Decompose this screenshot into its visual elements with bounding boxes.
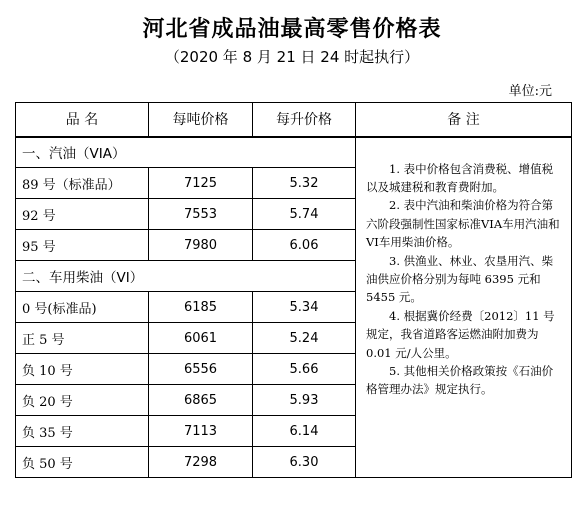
price-per-liter: 5.32 [253, 168, 356, 199]
price-per-ton: 7553 [149, 199, 253, 230]
fuel-name: 89 号（标准品） [16, 168, 149, 199]
header-per-liter: 每升价格 [253, 103, 356, 137]
note-item: 5. 其他相关价格政策按《石油价格管理办法》规定执行。 [366, 363, 554, 397]
fuel-name: 负 50 号 [16, 447, 149, 478]
note-item: 3. 供渔业、林业、农垦用汽、柴油供应价格分别为每吨 6395 元和 5455 元。 [366, 253, 554, 305]
price-per-liter: 5.93 [253, 385, 356, 416]
fuel-name: 95 号 [16, 230, 149, 261]
price-per-ton: 7125 [149, 168, 253, 199]
price-per-liter: 6.30 [253, 447, 356, 478]
unit-label: 单位:元 [508, 84, 552, 99]
fuel-name: 0 号(标准品) [16, 292, 149, 323]
price-per-ton: 6185 [149, 292, 253, 323]
price-per-liter: 5.34 [253, 292, 356, 323]
note-item: 4. 根据冀价经费〔2012〕11 号规定，我省道路客运燃油附加费为 0.01 元/人公里。 [366, 308, 555, 360]
page-subtitle: （2020 年 8 月 21 日 24 时起执行） [164, 48, 420, 66]
price-per-liter: 6.06 [253, 230, 356, 261]
note-item: 1. 表中价格包含消费税、增值税以及城建税和教育费附加。 [366, 161, 554, 194]
section-title: 一、汽油（VIA） [16, 137, 356, 168]
fuel-name: 负 10 号 [16, 354, 149, 385]
notes-cell [356, 137, 572, 478]
header-notes: 备 注 [356, 103, 572, 137]
price-per-ton: 7980 [149, 230, 253, 261]
header-per-ton: 每吨价格 [149, 103, 253, 137]
price-per-ton: 6865 [149, 385, 253, 416]
table-header-row [16, 103, 572, 137]
price-per-ton: 6061 [149, 323, 253, 354]
fuel-name: 92 号 [16, 199, 149, 230]
fuel-name: 负 20 号 [16, 385, 149, 416]
section-row-gasoline [16, 137, 572, 168]
note-item: 2. 表中汽油和柴油价格为符合第六阶段强制性国家标准VIA车用汽油和VI车用柴油价格。 [366, 198, 560, 250]
fuel-name: 正 5 号 [16, 323, 149, 354]
price-per-ton: 7113 [149, 416, 253, 447]
price-per-liter: 6.14 [253, 416, 356, 447]
price-per-liter: 5.66 [253, 354, 356, 385]
price-per-ton: 7298 [149, 447, 253, 478]
section-title: 二、车用柴油（VI） [16, 261, 356, 292]
fuel-name: 负 35 号 [16, 416, 149, 447]
price-per-liter: 5.24 [253, 323, 356, 354]
page-title: 河北省成品油最高零售价格表 [142, 17, 442, 42]
price-per-ton: 6556 [149, 354, 253, 385]
price-per-liter: 5.74 [253, 199, 356, 230]
price-table [15, 102, 572, 478]
header-name: 品 名 [16, 103, 149, 137]
